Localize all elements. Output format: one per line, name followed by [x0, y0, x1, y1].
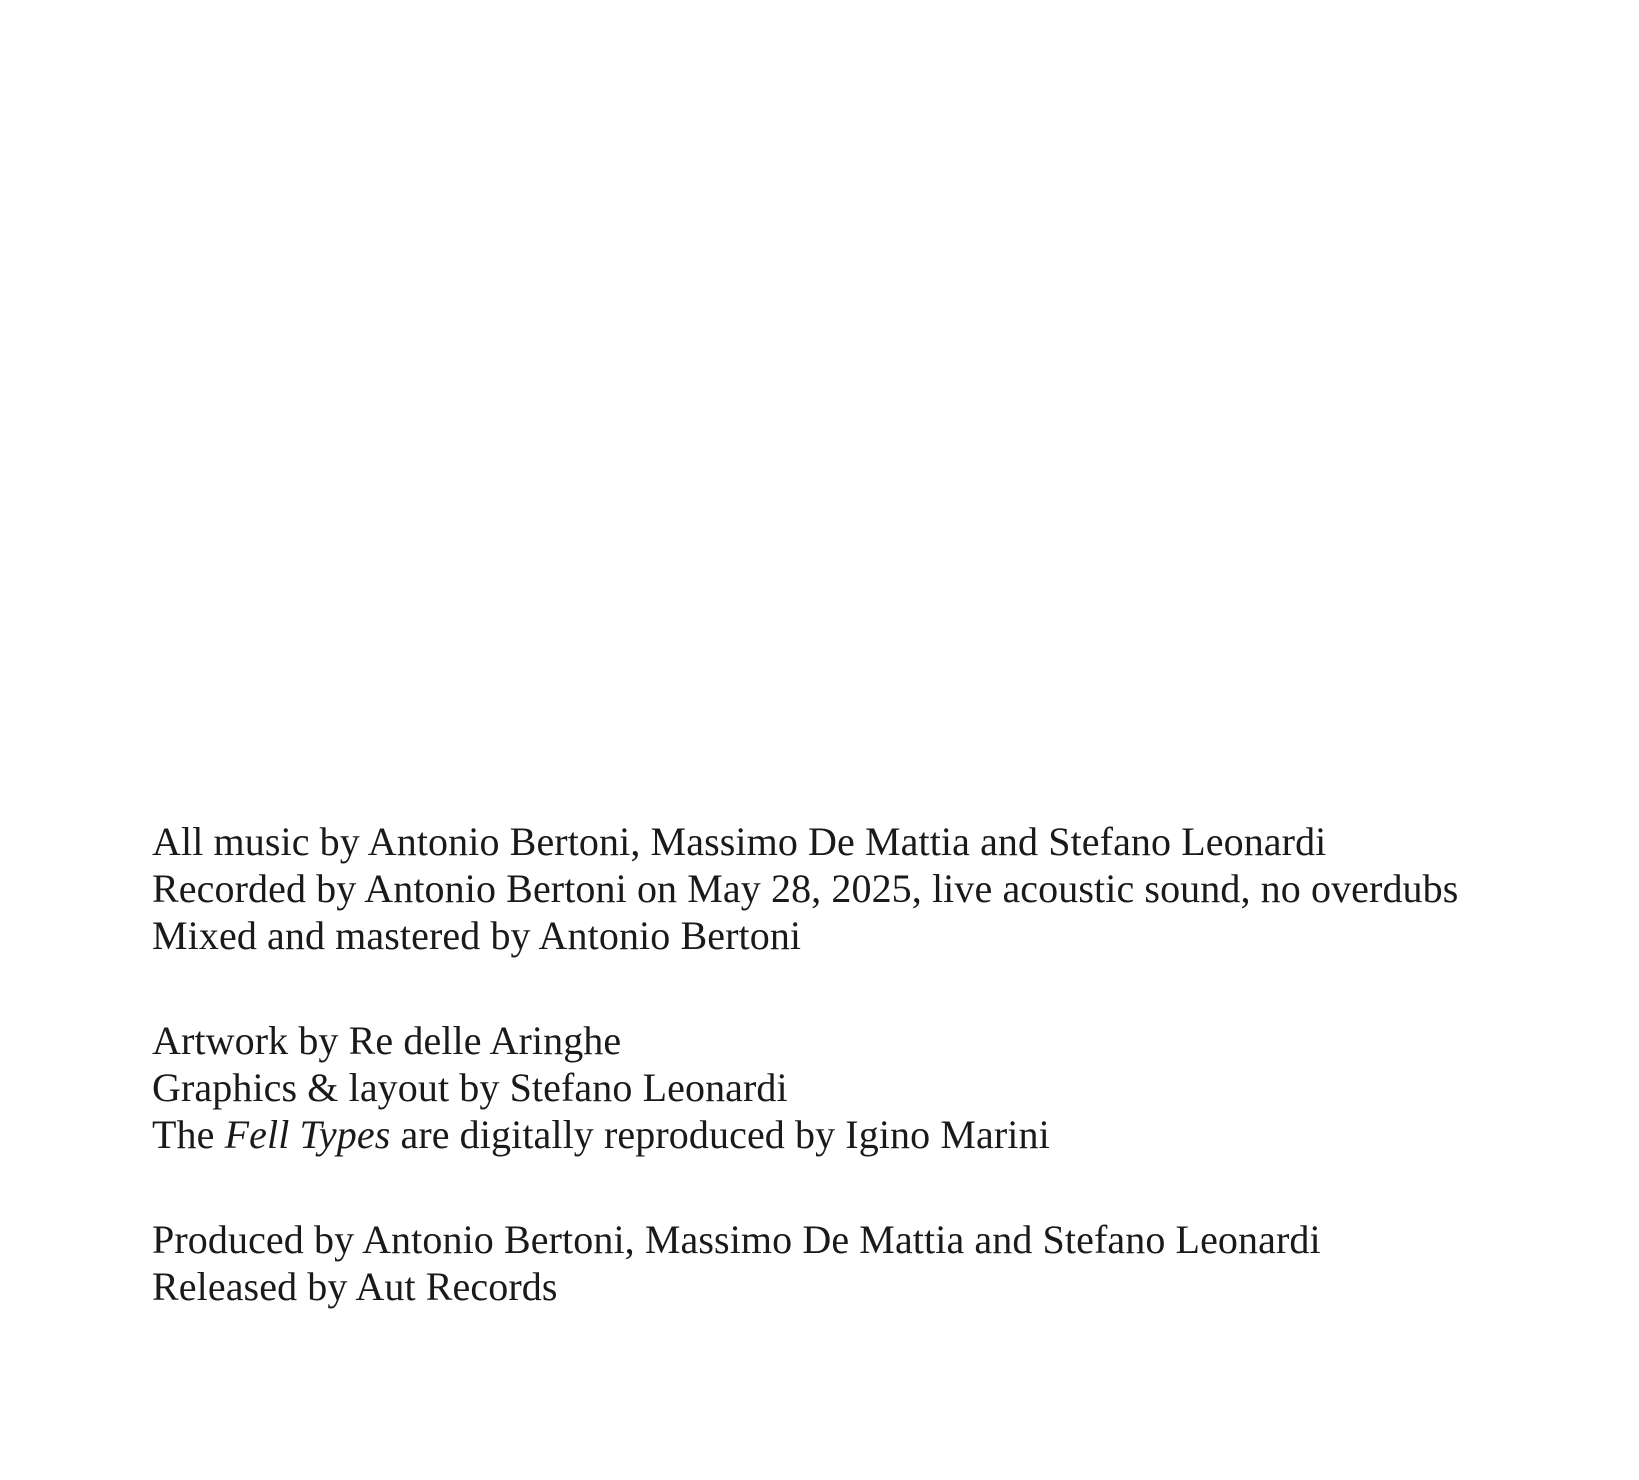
credit-text-tail: are digitally reproduced by Igino Marini [390, 1112, 1050, 1157]
credit-line-recording-credit [152, 865, 1492, 912]
credit-line-artwork-credit [152, 1017, 1492, 1064]
credit-text: All music by Antonio Bertoni, Massimo De Mattia and Stefano Leonardi [152, 819, 1327, 864]
credit-line-producer-credit [152, 1216, 1492, 1263]
credit-text: Graphics & layout by Stefano Leonardi [152, 1065, 788, 1110]
credit-line-typeface-credit [152, 1111, 1492, 1158]
credit-text: Mixed and mastered by Antonio Bertoni [152, 913, 802, 958]
credit-line-music-credit [152, 818, 1492, 865]
credit-text: The [152, 1112, 225, 1157]
credit-text: Released by Aut Records [152, 1264, 558, 1309]
credit-block-label-credits [152, 1216, 1492, 1310]
credits-container [152, 818, 1492, 1310]
credit-line-graphics-credit [152, 1064, 1492, 1111]
credit-block-production-credits [152, 818, 1492, 959]
credit-text: Produced by Antonio Bertoni, Massimo De Mattia and Stefano Leonardi [152, 1217, 1321, 1262]
credit-line-mixing-credit [152, 912, 1492, 959]
credit-text: Recorded by Antonio Bertoni on May 28, 2025, live acoustic sound, no overdubs [152, 866, 1459, 911]
credit-line-label-credit [152, 1263, 1492, 1310]
credit-block-design-credits [152, 1017, 1492, 1158]
credit-text-emphasis: Fell Types [224, 1112, 391, 1157]
credit-text: Artwork by Re delle Aringhe [152, 1018, 622, 1063]
